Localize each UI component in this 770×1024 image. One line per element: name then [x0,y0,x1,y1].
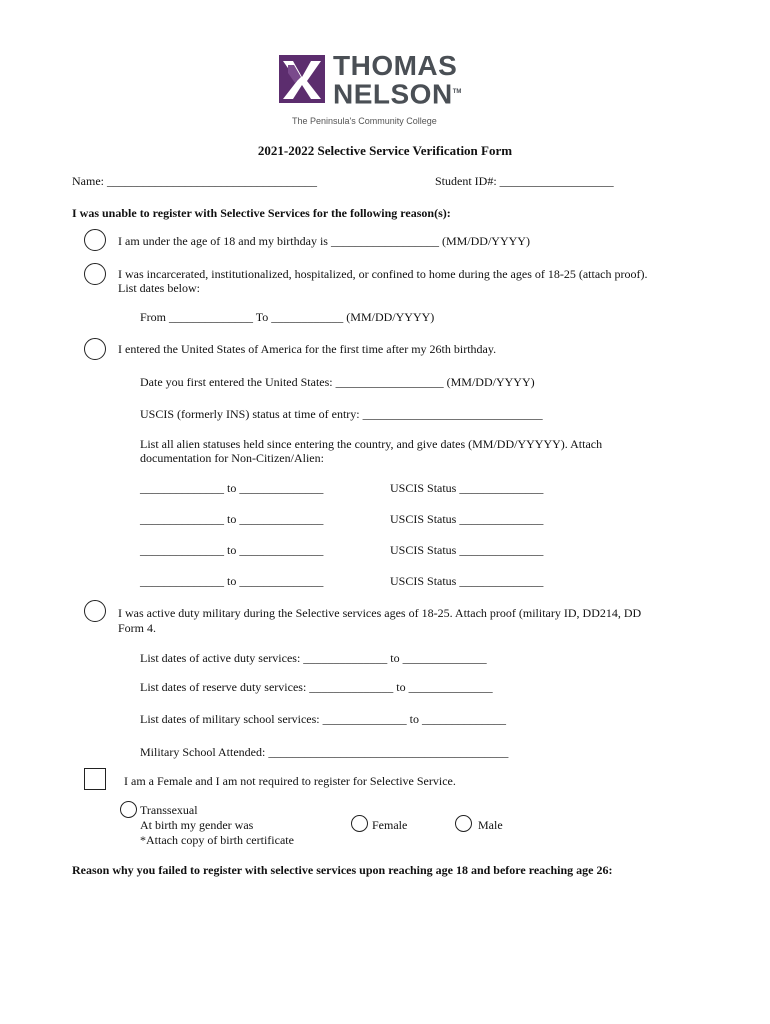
entered-us-radio[interactable] [84,338,106,360]
military-label-line2: Form 4. [118,621,157,635]
status-uscis-field[interactable]: USCIS Status ______________ [390,512,544,526]
attach-birth-certificate-note: *Attach copy of birth certificate [140,833,294,847]
status-uscis-field[interactable]: USCIS Status ______________ [390,543,544,557]
female-not-required-label: I am a Female and I am not required to register for Selective Service. [124,774,456,788]
form-title: 2021-2022 Selective Service Verification Form [257,143,513,158]
birth-female-label: Female [372,818,408,832]
entered-us-label: I entered the United States of America for the first time after my 26th birthday. [118,342,497,356]
military-label-line1: I was active duty military during the Selective services ages of 18-25. Attach proof (military ID, DD214, DD [118,606,642,620]
birth-female-radio[interactable] [351,815,368,832]
reasons-heading: I was unable to register with Selective Services for the following reason(s): [72,206,451,220]
transsexual-radio[interactable] [120,801,137,818]
student-id-field[interactable]: Student ID#: ___________________ [435,174,614,188]
logo-line-thomas: THOMAS [333,50,458,81]
confinement-dates-field[interactable]: From ______________ To ____________ (MM/DD/YYYY) [140,310,435,324]
alien-status-instructions-line1: List all alien statuses held since entering the country, and give dates (MM/DD/YYYYY). Attach [140,437,603,451]
birth-male-label: Male [478,818,503,832]
status-uscis-field[interactable]: USCIS Status ______________ [390,574,544,588]
under-18-label: I am under the age of 18 and my birthday is __________________ (MM/DD/YYYY) [118,234,530,248]
status-uscis-field[interactable]: USCIS Status ______________ [390,481,544,495]
military-radio[interactable] [84,600,106,622]
logo-line-nelson [333,78,461,108]
birth-gender-label: At birth my gender was [140,818,254,832]
female-not-required-checkbox[interactable] [84,768,106,790]
incarcerated-label-line2: List dates below: [118,281,200,295]
logo-nelson-text: NELSON [333,78,453,110]
alien-status-instructions-line2: documentation for Non-Citizen/Alien: [140,451,324,465]
status-dates-field[interactable]: ______________ to ______________ [140,481,324,495]
military-school-dates-field[interactable]: List dates of military school services: ______________ to ______________ [140,712,506,726]
status-dates-field[interactable]: ______________ to ______________ [140,512,324,526]
transsexual-label: Transsexual [140,803,198,817]
birth-male-radio[interactable] [455,815,472,832]
incarcerated-label-line1: I was incarcerated, institutionalized, hospitalized, or confined to home during the ages of 18-25 (attach proof). [118,267,648,281]
failure-reason-heading: Reason why you failed to register with selective services upon reaching age 18 and before reaching age 26: [72,863,613,877]
active-duty-dates-field[interactable]: List dates of active duty services: ______________ to ______________ [140,651,487,665]
reserve-duty-dates-field[interactable]: List dates of reserve duty services: ______________ to ______________ [140,680,493,694]
logo-tagline: The Peninsula's Community College [292,116,437,126]
name-field[interactable]: Name: ___________________________________ [72,174,317,188]
status-dates-field[interactable]: ______________ to ______________ [140,543,324,557]
military-school-attended-field[interactable]: Military School Attended: ________________________________________ [140,745,509,759]
under-18-radio[interactable] [84,229,106,251]
thomas-nelson-logo-mark [279,55,325,103]
logo-trademark: TM [452,89,462,95]
uscis-status-entry-field[interactable]: USCIS (formerly INS) status at time of entry: ______________________________ [140,407,543,421]
date-entered-field[interactable]: Date you first entered the United States: __________________ (MM/DD/YYYY) [140,375,535,389]
status-dates-field[interactable]: ______________ to ______________ [140,574,324,588]
incarcerated-radio[interactable] [84,263,106,285]
